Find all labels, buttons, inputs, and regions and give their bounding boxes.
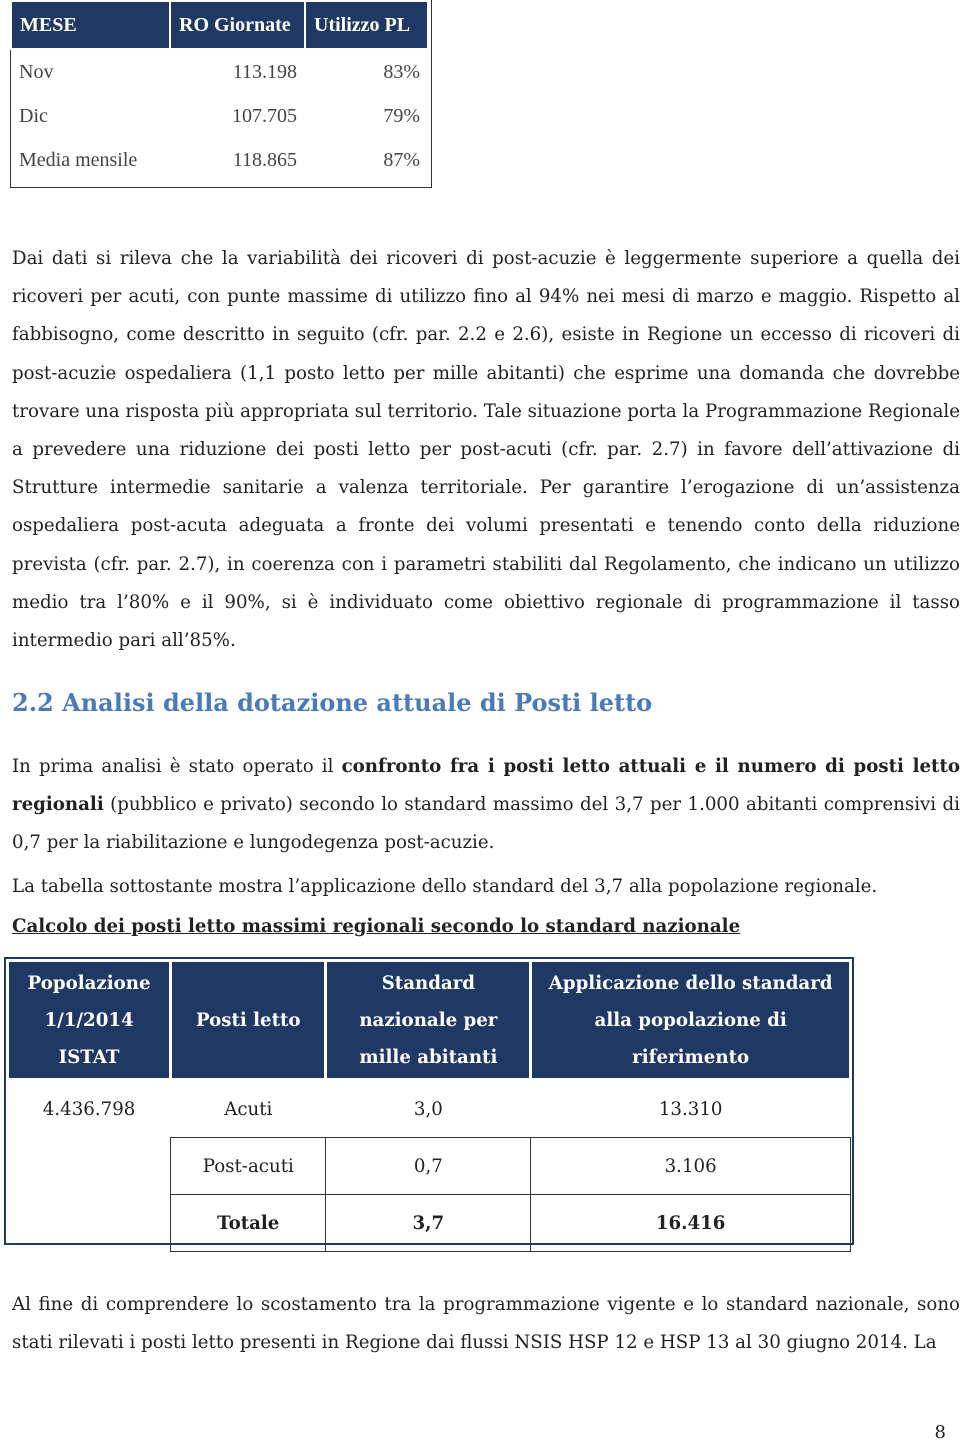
cell-applicazione: 13.310: [658, 1098, 723, 1120]
paragraph-table-intro: La tabella sottostante mostra l’applicazione dello standard del 3,7 alla popolazione regionale.: [12, 876, 878, 897]
table-row: [8, 1138, 851, 1195]
table-header-row: [11, 1, 428, 49]
header-ro-giornate: RO Giornate: [170, 1, 305, 49]
cell-utilizzo: 87%: [383, 148, 420, 171]
cell-month: Dic: [19, 104, 48, 127]
cell-empty: [8, 1195, 171, 1252]
paragraph-analysis-post: (pubblico e privato) secondo lo standard massimo del 3,7 per 1.000 abitanti comprensivi di 0,7 per la riabilitazione e lungodegenza post-acuzie.: [12, 794, 960, 854]
cell-standard: 0,7: [326, 1138, 531, 1195]
header-standard: Standard nazionale per mille abitanti: [326, 961, 531, 1080]
cell-month: Media mensile: [19, 148, 138, 171]
header-utilizzo-pl: Utilizzo PL: [305, 1, 428, 49]
page-number: 8: [934, 1422, 946, 1443]
header-mese: MESE: [11, 1, 170, 49]
header-popolazione: Popolazione 1/1/2014 ISTAT: [8, 961, 171, 1080]
cell-type: Post-acuti: [171, 1138, 326, 1195]
section-heading: 2.2 Analisi della dotazione attuale di Posti letto: [12, 688, 653, 717]
cell-applicazione: 3.106: [531, 1138, 851, 1195]
cell-month: Nov: [19, 60, 54, 83]
header-posti-letto: Posti letto: [171, 961, 326, 1080]
standard-table-frame: [4, 957, 854, 1245]
standard-table: [6, 959, 852, 1252]
cell-empty: [8, 1138, 171, 1195]
table-row: [11, 94, 428, 138]
table-caption: Calcolo dei posti letto massimi regionali secondo lo standard nazionale: [12, 916, 741, 937]
monthly-usage-table: [10, 0, 429, 182]
table-row: [11, 138, 428, 182]
cell-utilizzo: 79%: [383, 104, 420, 127]
header-applicazione: Applicazione dello standard alla popolazione di riferimento: [531, 961, 851, 1080]
cell-ro-giornate: 118.865: [232, 148, 297, 171]
cell-ro-giornate: 107.705: [232, 104, 297, 127]
table-row: [11, 49, 428, 94]
cell-standard: 3,0: [413, 1098, 443, 1120]
table-header-row: [8, 961, 851, 1080]
table-row: [8, 1195, 851, 1252]
cell-applicazione: 16.416: [531, 1195, 851, 1252]
cell-type: Acuti: [224, 1098, 273, 1120]
cell-type: Totale: [171, 1195, 326, 1252]
paragraph-variability: Dai dati si rileva che la variabilità dei ricoveri di post-acuzie è leggermente superiore a quella dei ricoveri per acuti, con punte massime di utilizzo fino al 94% nei mesi di marzo e maggio. Rispetto al fabbisogno, come descritto in seguito (cfr. par. 2.2 e 2.6), esiste in Regione un eccesso di ricoveri di post-acuzie ospedaliera (1,1 posto letto per mille abitanti) che esprime una domanda che dovrebbe trovare una risposta più appropriata sul territorio. Tale situazione porta la Programmazione Regionale a prevedere una riduzione dei posti letto per post-acuti (cfr. par. 2.7) in favore dell’attivazione di Strutture intermedie sanitarie a valenza territoriale. Per garantire l’erogazione di un’assistenza ospedaliera post-acuta adeguata a fronte dei volumi presentati e tenendo conto della riduzione prevista (cfr. par. 2.7), in coerenza con i parametri stabiliti dal Regolamento, che indicano un utilizzo medio tra l’80% e il 90%, si è individuato come obiettivo regionale di programmazione il tasso intermedio pari all’85%.: [12, 248, 960, 652]
paragraph-analysis-bold: confronto fra i posti letto attuali e il numero di posti letto regionali: [12, 756, 960, 816]
table-row: [8, 1080, 851, 1138]
cell-population: 4.436.798: [42, 1098, 136, 1120]
cell-standard: 3,7: [326, 1195, 531, 1252]
paragraph-analysis-pre: In prima analisi è stato operato il: [12, 756, 342, 777]
paragraph-scostamento: Al fine di comprendere lo scostamento tra la programmazione vigente e lo standard nazionale, sono stati rilevati i posti letto presenti in Regione dai flussi NSIS HSP 12 e HSP 13 al 30 giugno 2014. La: [12, 1294, 960, 1354]
cell-utilizzo: 83%: [383, 60, 420, 83]
paragraph-analysis: [12, 748, 960, 863]
cell-ro-giornate: 113.198: [232, 60, 297, 83]
